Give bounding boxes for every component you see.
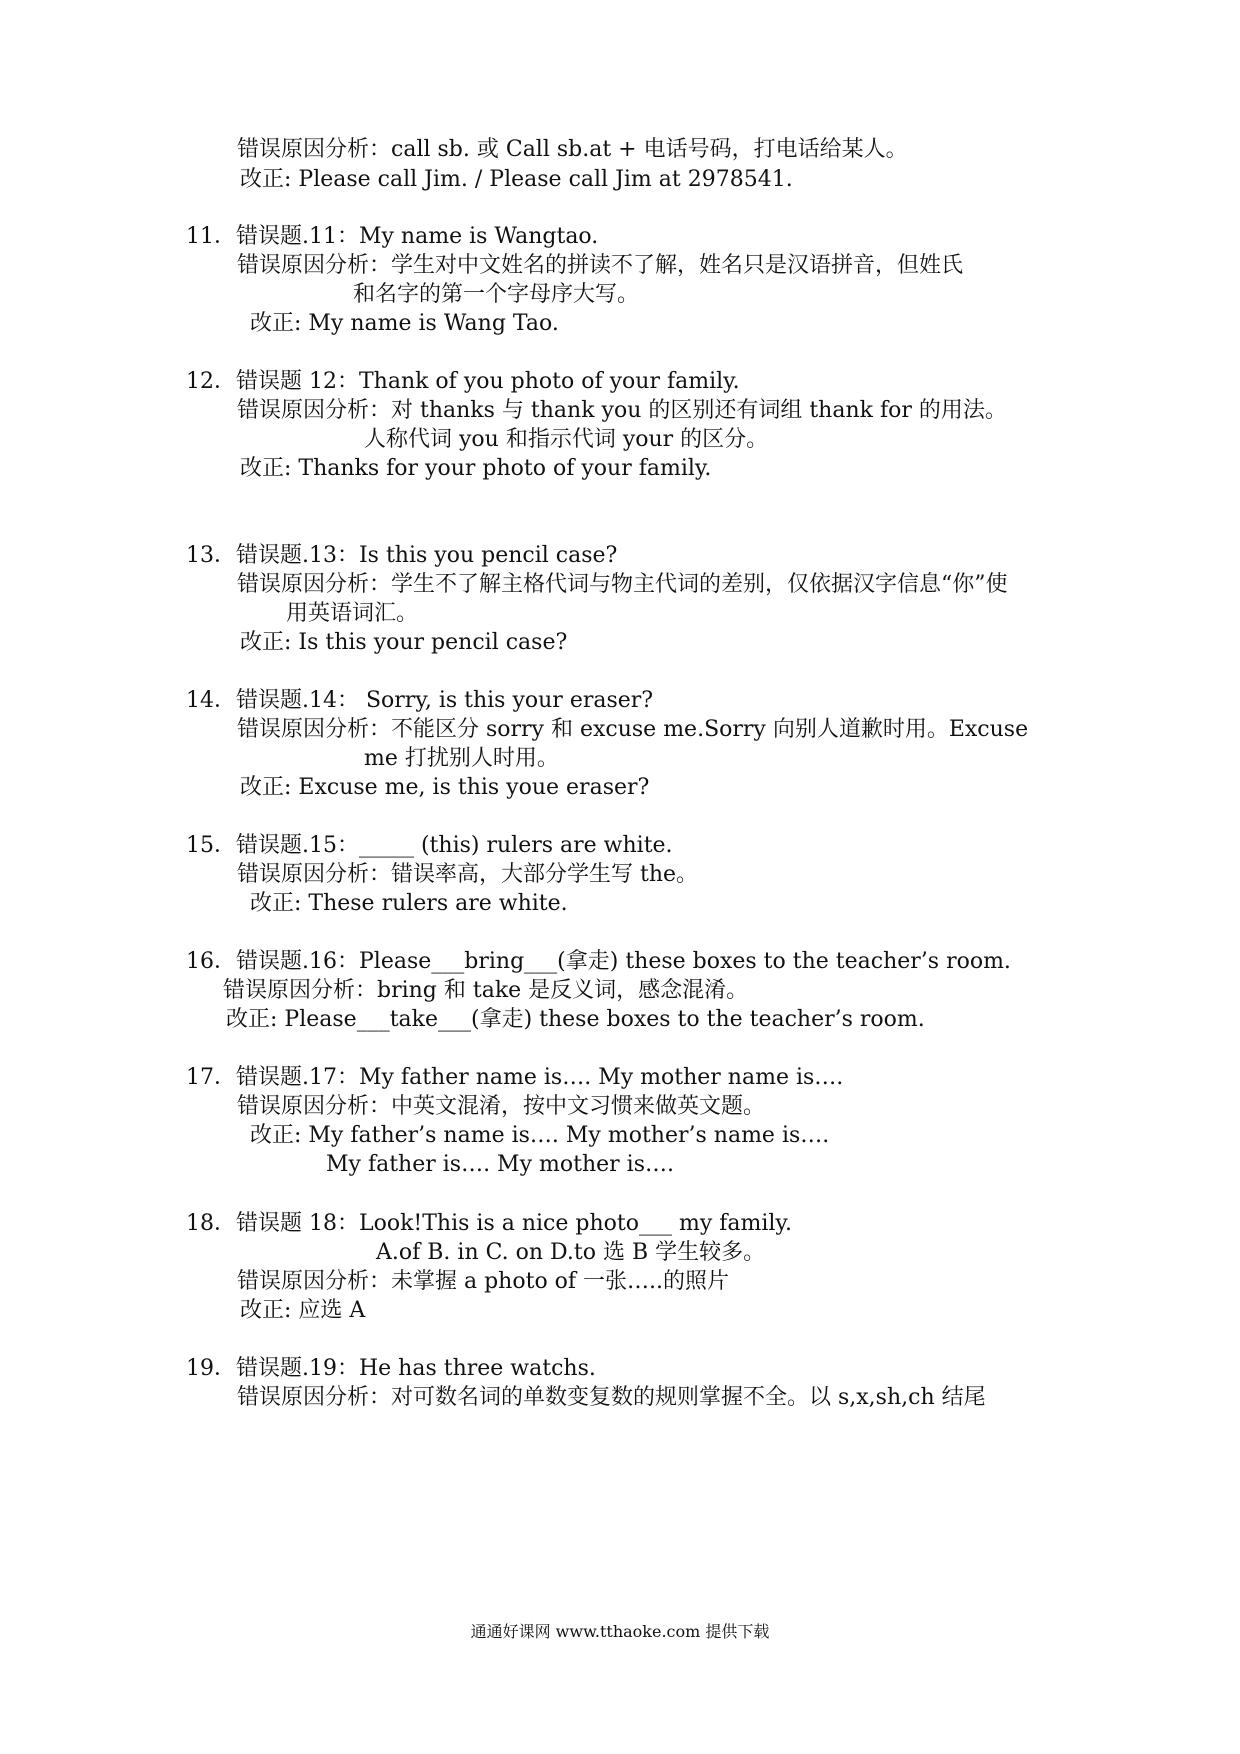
item17-correction-line1: 改正: My father’s name is…. My mother’s name is…. [250, 1123, 830, 1148]
item11-question: 11．错误题.11：My name is Wangtao. [186, 224, 599, 249]
item12-correction: 改正: Thanks for your photo of your family. [240, 456, 712, 481]
item19-question: 19．错误题.19：He has three watchs. [186, 1356, 596, 1381]
item14-analysis-line1: 错误原因分析：不能区分 sorry 和 excuse me.Sorry 向别人道歉时用。Excuse [237, 717, 1029, 742]
item12-question: 12．错误题 12：Thank of you photo of your family. [186, 369, 740, 394]
item17-question: 17．错误题.17：My father name is…. My mother name is…. [186, 1065, 844, 1090]
item13-analysis-line1: 错误原因分析：学生不了解主格代词与物主代词的差别，仅依据汉字信息“你”使 [237, 572, 1008, 597]
item11-correction: 改正: My name is Wang Tao. [250, 311, 559, 336]
item11-analysis-line2: 和名字的第一个字母序大写。 [353, 282, 640, 307]
item16-correction: 改正: Please___take___(拿走) these boxes to the teacher’s room. [226, 1007, 925, 1032]
item19-analysis: 错误原因分析：对可数名词的单数变复数的规则掌握不全。以 s,x,sh,ch 结尾 [237, 1385, 986, 1410]
item13-question: 13．错误题.13：Is this you pencil case? [186, 543, 618, 568]
item18-question: 18．错误题 18：Look!This is a nice photo___ my family. [186, 1211, 792, 1236]
item16-question: 16．错误题.16：Please___bring___(拿走) these boxes to the teacher’s room. [186, 949, 1011, 974]
item12-analysis-line1: 错误原因分析：对 thanks 与 thank you 的区别还有词组 thank for 的用法。 [237, 398, 1007, 423]
item13-analysis-line2: 用英语词汇。 [286, 601, 419, 626]
item10-analysis: 错误原因分析：call sb. 或 Call sb.at + 电话号码，打电话给某人。 [237, 137, 908, 162]
item18-analysis: 错误原因分析：未掌握 a photo of 一张…..的照片 [237, 1269, 730, 1294]
item12-analysis-line2: 人称代词 you 和指示代词 your 的区分。 [364, 427, 769, 452]
item15-question: 15．错误题.15：_____ (this) rulers are white. [186, 833, 673, 858]
item18-correction: 改正: 应选 A [240, 1298, 366, 1323]
item18-options: A.of B. in C. on D.to 选 B 学生较多。 [376, 1240, 766, 1265]
item11-analysis-line1: 错误原因分析：学生对中文姓名的拼读不了解，姓名只是汉语拼音，但姓氏 [237, 253, 964, 278]
item15-analysis: 错误原因分析：错误率高，大部分学生写 the。 [237, 862, 699, 887]
item15-correction: 改正: These rulers are white. [250, 891, 568, 916]
page-footer: 通通好课网 www.tthaoke.com 提供下载 [470, 1622, 770, 1641]
item14-correction: 改正: Excuse me, is this youe eraser? [240, 775, 650, 800]
item17-correction-line2: My father is…. My mother is…. [326, 1152, 674, 1177]
item13-correction: 改正: Is this your pencil case? [240, 630, 568, 655]
item17-analysis: 错误原因分析：中英文混淆，按中文习惯来做英文题。 [237, 1094, 766, 1119]
item10-correction: 改正: Please call Jim. / Please call Jim at 2978541. [240, 167, 793, 192]
item14-question: 14．错误题.14： Sorry, is this your eraser? [186, 688, 654, 713]
item16-analysis: 错误原因分析：bring 和 take 是反义词，感念混淆。 [223, 978, 749, 1003]
item14-analysis-line2: me 打扰别人时用。 [364, 746, 559, 771]
